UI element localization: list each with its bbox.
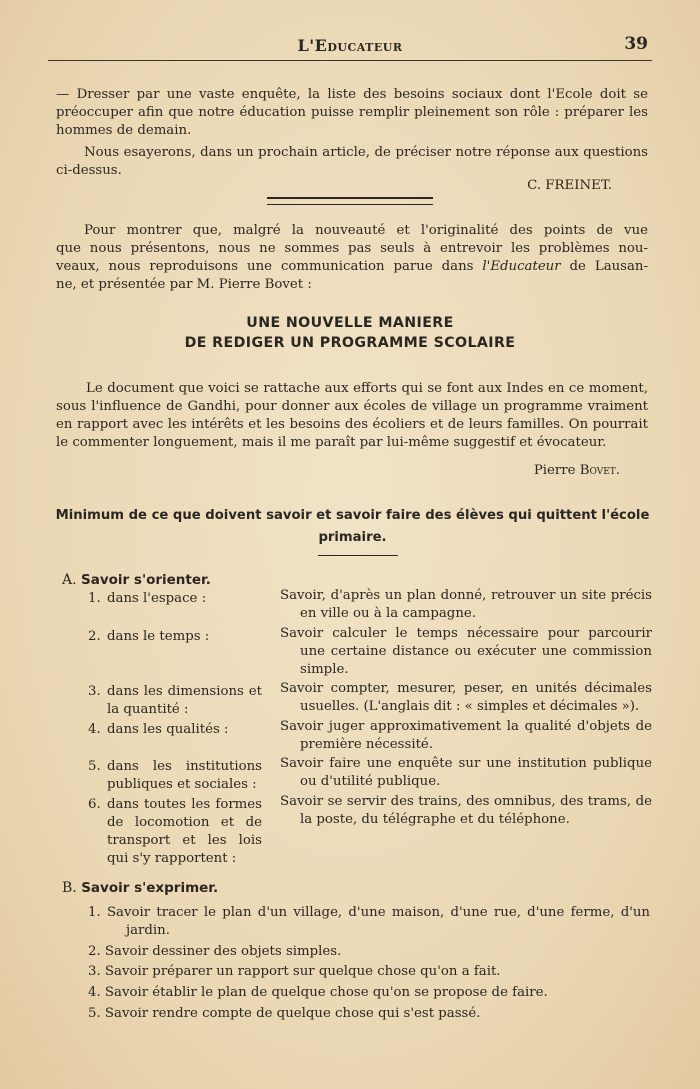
bovet-last-name: Bovet. bbox=[579, 463, 620, 478]
section-b-title: Savoir s'exprimer. bbox=[81, 880, 219, 896]
intro-closing-paragraph: Nous esayerons, dans un prochain article, de préciser notre réponse aux questions ci-dessus. bbox=[56, 145, 648, 178]
section-a-item-6-label bbox=[88, 796, 266, 872]
item-text: Savoir tracer le plan d'un village, d'une maison, d'une rue, d'une ferme, d'un jardin. bbox=[106, 905, 650, 938]
item-number: 1. bbox=[88, 591, 101, 606]
article-title-line-1: UNE NOUVELLE MANIERE bbox=[246, 315, 454, 331]
transition-line-3a: veaux, nous reproduisons une communication parue dans bbox=[56, 259, 483, 274]
double-rule-divider bbox=[267, 197, 433, 205]
item-number: 3. bbox=[88, 964, 101, 979]
item-number: 3. bbox=[88, 684, 101, 699]
section-b-letter: B. bbox=[62, 880, 77, 896]
item-text: Savoir rendre compte de quelque chose qui s'est passé. bbox=[104, 1006, 481, 1021]
item-number: 4. bbox=[88, 985, 101, 1000]
item-number: 5. bbox=[88, 1006, 101, 1021]
item-description: Savoir faire une enquête sur une institution publique ou d'utilité publique. bbox=[280, 756, 652, 789]
freinet-signature: C. FREINET. bbox=[527, 178, 612, 193]
item-text: Savoir préparer un rapport sur quelque chose qu'on a fait. bbox=[104, 964, 501, 979]
section-a-item-6-desc bbox=[280, 793, 652, 829]
transition-line-3 bbox=[56, 258, 648, 276]
item-description: Savoir juger approximativement la qualité d'objets de première nécessité. bbox=[280, 719, 652, 752]
section-a-item-3-label bbox=[88, 683, 266, 723]
item-text: Savoir dessiner des objets simples. bbox=[104, 944, 342, 959]
item-description: Savoir compter, mesurer, peser, en unités décimales usuelles. (L'anglais dit : « simples et décimales »). bbox=[280, 681, 652, 714]
running-header bbox=[48, 34, 652, 61]
section-b-item-2 bbox=[88, 943, 650, 961]
intro-bullet-paragraph bbox=[56, 86, 648, 140]
item-description: Savoir se servir des trains, des omnibus, des trams, de la poste, du télégraphe et du téléphone. bbox=[280, 794, 652, 827]
intro-bullet-text: — Dresser par une vaste enquête, la liste des besoins sociaux dont l'Ecole doit se préoccuper afin que notre éducation puisse remplir pleinement son rôle : préparer les hommes de demain. bbox=[56, 87, 648, 138]
item-text: Savoir établir le plan de quelque chose qu'on se propose de faire. bbox=[104, 985, 548, 1000]
section-a-letter: A. bbox=[62, 572, 77, 588]
article-title-line-2: DE REDIGER UN PROGRAMME SCOLAIRE bbox=[184, 335, 516, 351]
article-intro-paragraph: Le document que voici se rattache aux efforts qui se font aux Indes en ce moment, sous l'influence de Gandhi, pour donner aux écoles de village un programme vraiment en rapport avec les intérêts et les besoins des écoliers et de leurs familles. On pourrait le commenter longuement, mais il me paraît par lui-même suggestif et évocateur. bbox=[56, 381, 648, 450]
bovet-first-name: Pierre bbox=[533, 463, 580, 478]
item-label: dans les institutions publiques et sociales : bbox=[107, 759, 262, 792]
item-description: Savoir, d'après un plan donné, retrouver un site précis en ville ou à la campagne. bbox=[280, 588, 652, 621]
section-a-item-5-desc bbox=[280, 755, 652, 791]
section-a-item-2-desc bbox=[280, 625, 652, 679]
transition-line-4: ne, et présentée par M. Pierre Bovet : bbox=[56, 277, 312, 292]
item-label: dans toutes les formes de locomotion et de transport et les lois qui s'y rapportent : bbox=[107, 797, 262, 866]
section-a-item-5-label bbox=[88, 758, 266, 798]
section-a-title: Savoir s'orienter. bbox=[81, 572, 211, 588]
bovet-signature bbox=[534, 463, 620, 478]
item-number: 6. bbox=[88, 797, 101, 812]
heading-short-rule bbox=[318, 555, 398, 556]
transition-line-2: que nous présentons, nous ne sommes pas seuls à entrevoir les problèmes nou- bbox=[56, 241, 648, 256]
section-a-item-4-label bbox=[88, 721, 266, 741]
page-number: 39 bbox=[624, 34, 648, 54]
section-a-item-2-label bbox=[88, 628, 266, 648]
section-a-item-1-label bbox=[88, 590, 266, 610]
item-number: 2. bbox=[88, 629, 101, 644]
journal-title: L'Educateur bbox=[297, 36, 403, 55]
program-heading: Minimum de ce que doivent savoir et savoir faire des élèves qui quittent l'école primaire. bbox=[55, 508, 650, 545]
item-label: dans le temps : bbox=[107, 629, 210, 644]
section-b-item-4 bbox=[88, 984, 650, 1002]
section-a-item-4-desc bbox=[280, 718, 652, 754]
section-a-item-1-desc bbox=[280, 587, 652, 623]
item-description: Savoir calculer le temps nécessaire pour parcourir une certaine distance ou exécuter une commission simple. bbox=[280, 626, 652, 677]
transition-paragraph bbox=[56, 222, 648, 294]
item-number: 4. bbox=[88, 722, 101, 737]
section-b-item-5 bbox=[88, 1005, 650, 1023]
section-a-item-3-desc bbox=[280, 680, 652, 716]
section-b-heading bbox=[62, 880, 218, 896]
section-b-item-3 bbox=[88, 963, 650, 981]
transition-line-3b: de Lausan- bbox=[560, 259, 648, 274]
section-b-item-1 bbox=[88, 904, 650, 940]
item-label: dans les dimensions et la quantité : bbox=[107, 684, 262, 717]
item-label: dans l'espace : bbox=[107, 591, 207, 606]
transition-line-1: Pour montrer que, malgré la nouveauté et l'originalité des points de vue bbox=[84, 223, 648, 238]
educateur-lausanne-italic: l'Educateur bbox=[482, 259, 561, 274]
section-a-heading bbox=[62, 572, 211, 588]
item-number: 5. bbox=[88, 759, 101, 774]
item-label: dans les qualités : bbox=[107, 722, 229, 737]
item-number: 1. bbox=[88, 905, 101, 920]
item-number: 2. bbox=[88, 944, 101, 959]
